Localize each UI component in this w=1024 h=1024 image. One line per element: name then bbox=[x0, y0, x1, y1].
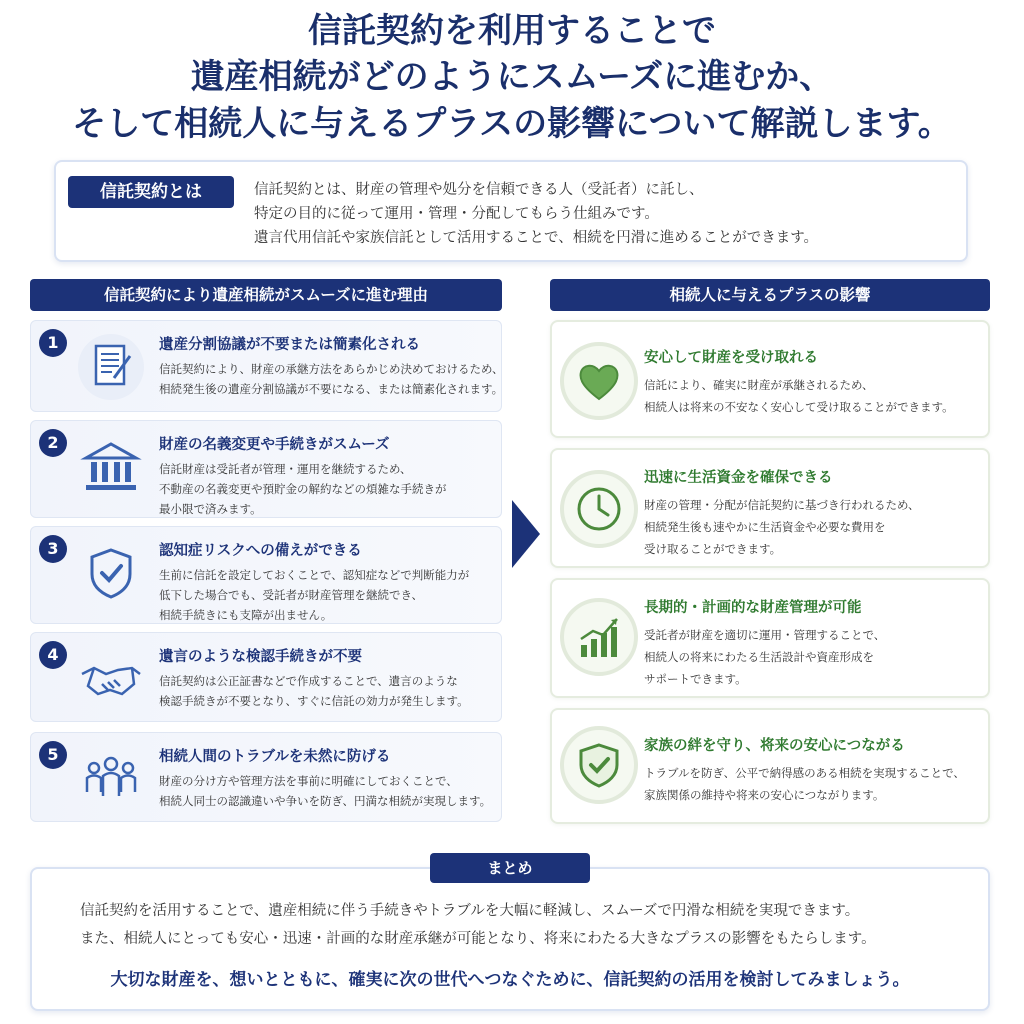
reason-card-4 bbox=[30, 632, 502, 722]
reason-card-3 bbox=[30, 526, 502, 624]
reasons-heading: 信託契約により遺産相続がスムーズに進む理由 bbox=[30, 279, 502, 311]
intro-line: 信託契約とは、財産の管理や処分を信頼できる人（受託者）に託し、 bbox=[254, 182, 704, 198]
summary-box bbox=[30, 867, 990, 1011]
benefits-heading: 相続人に与えるプラスの影響 bbox=[550, 279, 990, 311]
body-line: 相続発生後の遺産分割協議が不要になる、または簡素化されます。 bbox=[159, 382, 504, 396]
reason-body bbox=[159, 459, 493, 519]
body-line: 受け取ることができます。 bbox=[644, 542, 782, 556]
title-line-3: そして相続人に与えるプラスの影響について解説します。 bbox=[72, 104, 952, 144]
benefit-title: 安心して財産を受け取れる bbox=[644, 350, 818, 366]
body-line: 受託者が財産を適切に運用・管理することで、 bbox=[644, 628, 886, 642]
reason-card-2 bbox=[30, 420, 502, 518]
title-line-2: 遺産相続がどのようにスムーズに進むか、 bbox=[190, 57, 834, 97]
benefit-body bbox=[644, 624, 982, 690]
benefit-card-2 bbox=[550, 448, 990, 568]
intro-line: 遺言代用信託や家族信託として活用することで、相続を円滑に進めることができます。 bbox=[254, 230, 819, 246]
summary-emphasis: 大切な財産を、想いとともに、確実に次の世代へつなぐために、信託契約の活用を検討してみましょう。 bbox=[110, 970, 910, 990]
people-icon bbox=[75, 743, 147, 815]
summary-line: また、相続人にとっても安心・迅速・計画的な財産承継が可能となり、将来にわたる大きなプラスの影響をもたらします。 bbox=[80, 931, 876, 947]
body-line: 相続人の将来にわたる生活設計や資産形成を bbox=[644, 650, 874, 664]
body-line: 検認手続きが不要となり、すぐに信託の効力が発生します。 bbox=[159, 694, 469, 708]
growth-chart-icon bbox=[560, 598, 638, 676]
body-line: 相続発生後も速やかに生活資金や必要な費用を bbox=[644, 520, 886, 534]
arrow-right-icon bbox=[512, 500, 540, 568]
summary-text bbox=[80, 897, 876, 953]
reason-body bbox=[159, 771, 493, 811]
body-line: 信託契約により、財産の承継方法をあらかじめ決めておけるため、 bbox=[159, 362, 504, 376]
reason-title: 相続人間のトラブルを未然に防げる bbox=[159, 749, 391, 765]
body-line: 信託により、確実に財産が承継されるため、 bbox=[644, 378, 874, 392]
body-line: 財産の管理・分配が信託契約に基づき行われるため、 bbox=[644, 498, 920, 512]
reason-title: 遺言のような検認手続きが不要 bbox=[159, 649, 362, 665]
reason-number: 3 bbox=[39, 535, 67, 563]
reason-card-1 bbox=[30, 320, 502, 412]
benefit-card-1 bbox=[550, 320, 990, 438]
body-line: 財産の分け方や管理方法を事前に明確にしておくことで、 bbox=[159, 774, 458, 788]
intro-label: 信託契約とは bbox=[68, 176, 234, 208]
body-line: 相続手続きにも支障が出ません。 bbox=[159, 608, 333, 622]
reason-title: 財産の名義変更や手続きがスムーズ bbox=[159, 437, 390, 453]
benefit-body bbox=[644, 374, 982, 418]
body-line: 信託財産は受託者が管理・運用を継続するため、 bbox=[159, 462, 412, 476]
benefit-title: 家族の絆を守り、将来の安心につながる bbox=[644, 738, 905, 754]
benefit-card-4 bbox=[550, 708, 990, 824]
page-title bbox=[0, 8, 1024, 148]
body-line: 信託契約は公正証書などで作成することで、遺言のような bbox=[159, 674, 458, 688]
summary-line: 信託契約を活用することで、遺産相続に伴う手続きやトラブルを大幅に軽減し、スムーズで円滑な相続を実現できます。 bbox=[80, 903, 860, 919]
clock-icon bbox=[560, 470, 638, 548]
intro-box bbox=[54, 160, 968, 262]
body-line: 家族関係の維持や将来の安心につながります。 bbox=[644, 788, 885, 802]
reason-title: 遺産分割協議が不要または簡素化される bbox=[159, 337, 420, 353]
body-line: 低下した場合でも、受託者が財産管理を継続でき、 bbox=[159, 588, 424, 602]
bank-icon bbox=[75, 431, 147, 503]
document-icon bbox=[75, 331, 147, 403]
title-line-1: 信託契約を利用することで bbox=[308, 11, 716, 51]
body-line: 相続人は将来の不安なく安心して受け取ることができます。 bbox=[644, 400, 954, 414]
body-line: 最小限で済みます。 bbox=[159, 502, 262, 516]
body-line: 相続人同士の認識違いや争いを防ぎ、円満な相続が実現します。 bbox=[159, 794, 492, 808]
reason-number: 4 bbox=[39, 641, 67, 669]
summary-heading: まとめ bbox=[430, 853, 590, 883]
reason-number: 1 bbox=[39, 329, 67, 357]
benefit-body bbox=[644, 762, 982, 806]
reason-body bbox=[159, 565, 493, 625]
body-line: 生前に信託を設定しておくことで、認知症などで判断能力が bbox=[159, 568, 470, 582]
benefit-body bbox=[644, 494, 982, 560]
benefit-title: 迅速に生活資金を確保できる bbox=[644, 470, 833, 486]
reason-card-5 bbox=[30, 732, 502, 822]
body-line: トラブルを防ぎ、公平で納得感のある相続を実現することで、 bbox=[644, 766, 965, 780]
intro-line: 特定の目的に従って運用・管理・分配してもらう仕組みです。 bbox=[254, 206, 659, 222]
benefit-title: 長期的・計画的な財産管理が可能 bbox=[644, 600, 862, 616]
benefit-card-3 bbox=[550, 578, 990, 698]
body-line: サポートできます。 bbox=[644, 672, 747, 686]
reason-number: 2 bbox=[39, 429, 67, 457]
body-line: 不動産の名義変更や預貯金の解約などの煩雑な手続きが bbox=[159, 482, 447, 496]
handshake-icon bbox=[75, 643, 147, 715]
intro-text bbox=[254, 178, 952, 250]
shield-check-icon bbox=[560, 726, 638, 804]
reason-body bbox=[159, 359, 504, 399]
reason-number: 5 bbox=[39, 741, 67, 769]
shield-check-icon bbox=[75, 537, 147, 609]
reason-body bbox=[159, 671, 493, 711]
heart-icon bbox=[560, 342, 638, 420]
reason-title: 認知症リスクへの備えができる bbox=[159, 543, 362, 559]
